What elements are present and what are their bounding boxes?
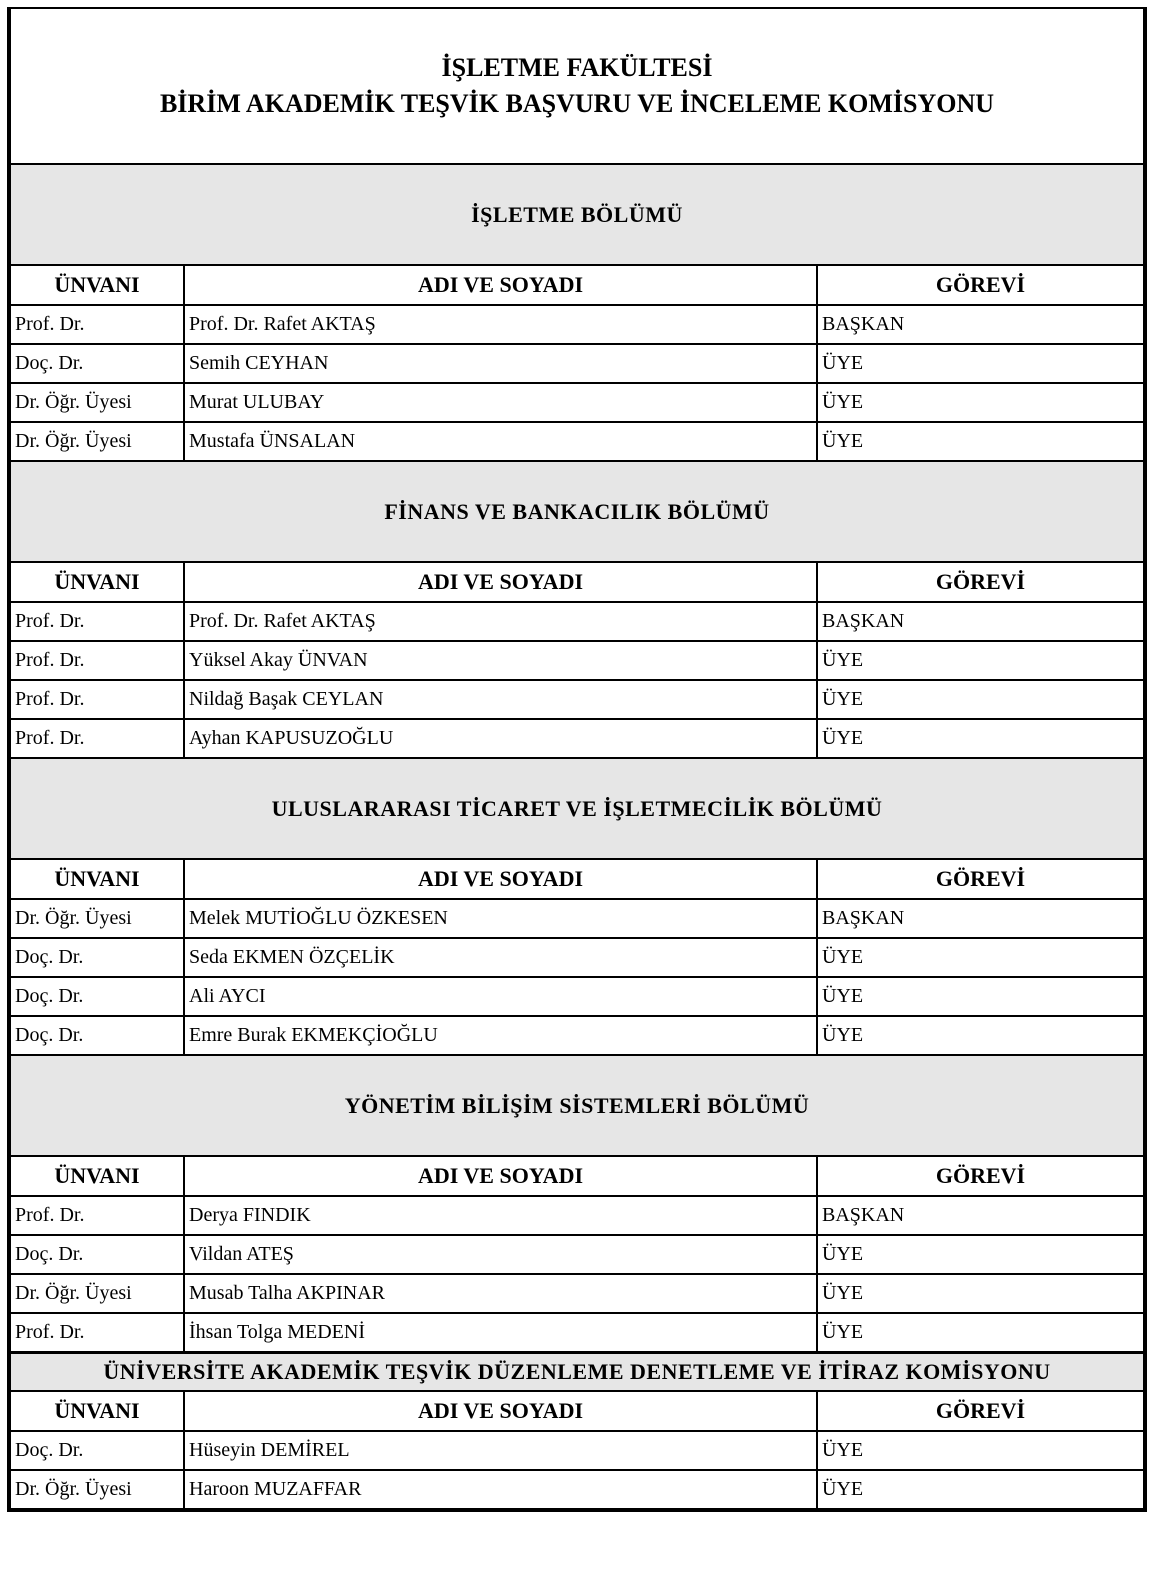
member-name: İhsan Tolga MEDENİ — [184, 1313, 817, 1353]
member-role: ÜYE — [817, 1016, 1144, 1055]
table-row — [10, 680, 1144, 719]
section-heading: YÖNETİM BİLİŞİM SİSTEMLERİ BÖLÜMÜ — [10, 1055, 1144, 1156]
table-row — [10, 1313, 1144, 1353]
member-role: BAŞKAN — [817, 899, 1144, 938]
academic-title: Doç. Dr. — [10, 1431, 184, 1470]
academic-title: Doç. Dr. — [10, 1016, 184, 1055]
member-role: ÜYE — [817, 938, 1144, 977]
member-name: Ali AYCI — [184, 977, 817, 1016]
academic-title: Doç. Dr. — [10, 977, 184, 1016]
academic-title: Prof. Dr. — [10, 1196, 184, 1235]
member-name: Derya FINDIK — [184, 1196, 817, 1235]
member-name: Seda EKMEN ÖZÇELİK — [184, 938, 817, 977]
commission-title: BİRİM AKADEMİK TEŞVİK BAŞVURU VE İNCELEME KOMİSYONU — [159, 89, 995, 118]
member-name: Mustafa ÜNSALAN — [184, 422, 817, 461]
table-row — [10, 602, 1144, 641]
section-header-row — [10, 758, 1144, 859]
column-header-title: ÜNVANI — [10, 1156, 184, 1196]
member-name: Prof. Dr. Rafet AKTAŞ — [184, 305, 817, 344]
section-heading: ÜNİVERSİTE AKADEMİK TEŞVİK DÜZENLEME DENETLEME VE İTİRAZ KOMİSYONU — [10, 1353, 1144, 1392]
column-header-role: GÖREVİ — [817, 1391, 1144, 1431]
section-heading: FİNANS VE BANKACILIK BÖLÜMÜ — [10, 461, 1144, 562]
column-header-role: GÖREVİ — [817, 562, 1144, 602]
academic-title: Prof. Dr. — [10, 305, 184, 344]
table-row — [10, 899, 1144, 938]
column-header-role: GÖREVİ — [817, 1156, 1144, 1196]
member-role: BAŞKAN — [817, 305, 1144, 344]
member-name: Yüksel Akay ÜNVAN — [184, 641, 817, 680]
member-name: Ayhan KAPUSUZOĞLU — [184, 719, 817, 758]
table-row — [10, 977, 1144, 1016]
column-header-role: GÖREVİ — [817, 265, 1144, 305]
academic-title: Prof. Dr. — [10, 641, 184, 680]
member-role: ÜYE — [817, 719, 1144, 758]
member-name: Emre Burak EKMEKÇİOĞLU — [184, 1016, 817, 1055]
section-header-row — [10, 1353, 1144, 1392]
section-header-row — [10, 1055, 1144, 1156]
section-heading: İŞLETME BÖLÜMÜ — [10, 164, 1144, 265]
member-role: BAŞKAN — [817, 602, 1144, 641]
table-row — [10, 1016, 1144, 1055]
member-role: ÜYE — [817, 422, 1144, 461]
document-title — [10, 9, 1144, 164]
column-header-title: ÜNVANI — [10, 1391, 184, 1431]
member-name: Hüseyin DEMİREL — [184, 1431, 817, 1470]
member-name: Vildan ATEŞ — [184, 1235, 817, 1274]
column-header-row — [10, 265, 1144, 305]
column-header-row — [10, 562, 1144, 602]
column-header-name: ADI VE SOYADI — [184, 1156, 817, 1196]
member-role: ÜYE — [817, 1274, 1144, 1313]
table-row — [10, 305, 1144, 344]
academic-title: Dr. Öğr. Üyesi — [10, 1274, 184, 1313]
member-role: ÜYE — [817, 680, 1144, 719]
table-row — [10, 383, 1144, 422]
table-row — [10, 938, 1144, 977]
table-row — [10, 344, 1144, 383]
member-role: ÜYE — [817, 1431, 1144, 1470]
academic-title: Doç. Dr. — [10, 938, 184, 977]
member-role: BAŞKAN — [817, 1196, 1144, 1235]
table-row — [10, 1196, 1144, 1235]
member-role: ÜYE — [817, 1313, 1144, 1353]
member-name: Semih CEYHAN — [184, 344, 817, 383]
academic-title: Prof. Dr. — [10, 719, 184, 758]
academic-title: Dr. Öğr. Üyesi — [10, 383, 184, 422]
table-row — [10, 1470, 1144, 1509]
academic-title: Dr. Öğr. Üyesi — [10, 899, 184, 938]
column-header-row — [10, 859, 1144, 899]
column-header-row — [10, 1156, 1144, 1196]
column-header-title: ÜNVANI — [10, 859, 184, 899]
table-row — [10, 1274, 1144, 1313]
commission-document — [7, 7, 1147, 1512]
member-name: Prof. Dr. Rafet AKTAŞ — [184, 602, 817, 641]
table-row — [10, 422, 1144, 461]
academic-title: Prof. Dr. — [10, 1313, 184, 1353]
member-role: ÜYE — [817, 1235, 1144, 1274]
member-name: Murat ULUBAY — [184, 383, 817, 422]
academic-title: Prof. Dr. — [10, 680, 184, 719]
commission-table — [9, 9, 1145, 1510]
academic-title: Dr. Öğr. Üyesi — [10, 422, 184, 461]
column-header-name: ADI VE SOYADI — [184, 562, 817, 602]
table-row — [10, 1235, 1144, 1274]
member-role: ÜYE — [817, 383, 1144, 422]
table-row — [10, 1431, 1144, 1470]
column-header-name: ADI VE SOYADI — [184, 265, 817, 305]
section-heading: ULUSLARARASI TİCARET VE İŞLETMECİLİK BÖLÜMÜ — [10, 758, 1144, 859]
column-header-title: ÜNVANI — [10, 562, 184, 602]
section-header-row — [10, 461, 1144, 562]
member-role: ÜYE — [817, 344, 1144, 383]
column-header-name: ADI VE SOYADI — [184, 859, 817, 899]
academic-title: Prof. Dr. — [10, 602, 184, 641]
member-name: Melek MUTİOĞLU ÖZKESEN — [184, 899, 817, 938]
academic-title: Dr. Öğr. Üyesi — [10, 1470, 184, 1509]
column-header-name: ADI VE SOYADI — [184, 1391, 817, 1431]
member-name: Nildağ Başak CEYLAN — [184, 680, 817, 719]
member-name: Musab Talha AKPINAR — [184, 1274, 817, 1313]
column-header-row — [10, 1391, 1144, 1431]
member-name: Haroon MUZAFFAR — [184, 1470, 817, 1509]
academic-title: Doç. Dr. — [10, 344, 184, 383]
column-header-title: ÜNVANI — [10, 265, 184, 305]
member-role: ÜYE — [817, 977, 1144, 1016]
academic-title: Doç. Dr. — [10, 1235, 184, 1274]
table-row — [10, 719, 1144, 758]
section-header-row — [10, 164, 1144, 265]
member-role: ÜYE — [817, 1470, 1144, 1509]
table-row — [10, 641, 1144, 680]
column-header-role: GÖREVİ — [817, 859, 1144, 899]
document-title-row — [10, 9, 1144, 164]
faculty-title: İŞLETME FAKÜLTESİ — [441, 53, 713, 82]
member-role: ÜYE — [817, 641, 1144, 680]
